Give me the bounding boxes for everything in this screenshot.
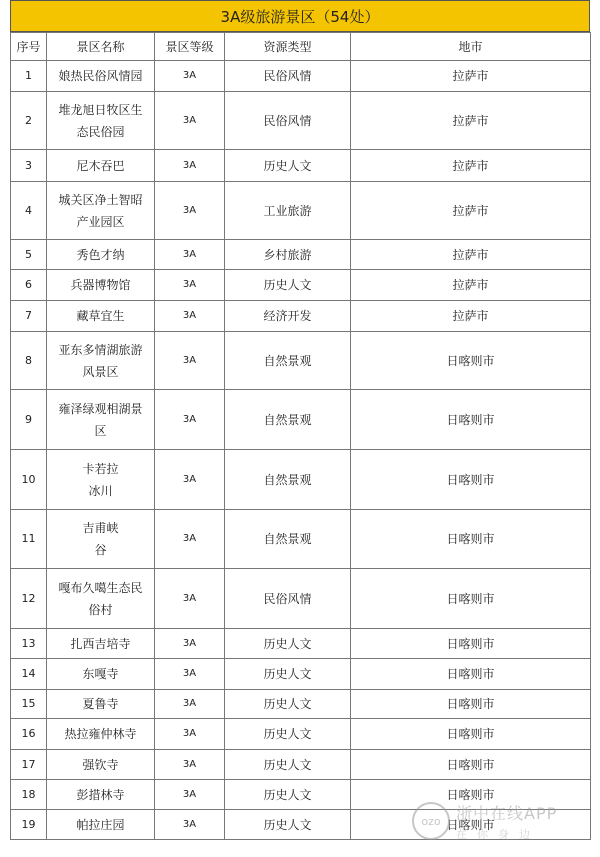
row-name-line: 彭措林寺 xyxy=(76,787,125,802)
row-city: 日喀则市 xyxy=(351,810,591,840)
row-grade: 3A xyxy=(155,92,225,150)
row-grade: 3A xyxy=(155,750,225,780)
row-grade: 3A xyxy=(155,301,225,332)
table-row xyxy=(11,450,591,510)
row-index: 6 xyxy=(11,270,47,301)
row-name-line: 亚东多情湖旅游 xyxy=(58,342,143,357)
row-name xyxy=(47,240,155,270)
row-name xyxy=(47,690,155,719)
row-name-line: 帕拉庄园 xyxy=(76,817,125,832)
row-grade: 3A xyxy=(155,270,225,301)
row-name xyxy=(47,780,155,810)
header-name: 景区名称 xyxy=(47,33,155,61)
row-index: 15 xyxy=(11,690,47,719)
row-grade: 3A xyxy=(155,510,225,569)
watermark-main-text: 浙中在线APP xyxy=(456,803,558,823)
row-name-line: 产业园区 xyxy=(76,214,125,229)
row-type: 自然景观 xyxy=(225,450,351,510)
row-type: 民俗风情 xyxy=(225,92,351,150)
row-index: 9 xyxy=(11,390,47,450)
row-name-line: 雍泽绿观相湖景 xyxy=(58,401,143,416)
row-city: 日喀则市 xyxy=(351,450,591,510)
row-name xyxy=(47,510,155,569)
row-index: 13 xyxy=(11,629,47,659)
row-type: 经济开发 xyxy=(225,301,351,332)
row-index: 8 xyxy=(11,332,47,390)
row-name-line: 兵器博物馆 xyxy=(70,278,131,292)
row-grade: 3A xyxy=(155,569,225,629)
row-name xyxy=(47,810,155,840)
table-row xyxy=(11,390,591,450)
row-city: 日喀则市 xyxy=(351,719,591,750)
row-name-line: 风景区 xyxy=(82,364,119,379)
table-header-row xyxy=(11,33,591,61)
watermark-sub-text: 在你身边 xyxy=(456,827,540,841)
row-index: 7 xyxy=(11,301,47,332)
header-grade: 景区等级 xyxy=(155,33,225,61)
scenic-spot-list xyxy=(10,0,590,840)
app-logo-text: ozo xyxy=(421,814,441,828)
row-name xyxy=(47,150,155,182)
row-type: 自然景观 xyxy=(225,510,351,569)
row-index: 16 xyxy=(11,719,47,750)
row-city: 拉萨市 xyxy=(351,301,591,332)
row-index: 17 xyxy=(11,750,47,780)
row-type: 历史人文 xyxy=(225,629,351,659)
row-grade: 3A xyxy=(155,659,225,690)
table-row xyxy=(11,719,591,750)
row-grade: 3A xyxy=(155,150,225,182)
table-row xyxy=(11,810,591,840)
table-row xyxy=(11,270,591,301)
header-type: 资源类型 xyxy=(225,33,351,61)
table-title-text: 3A级旅游景区（54处） xyxy=(220,7,380,26)
row-grade: 3A xyxy=(155,61,225,92)
row-city: 拉萨市 xyxy=(351,150,591,182)
table-row xyxy=(11,92,591,150)
row-name-line: 藏草宜生 xyxy=(76,309,125,323)
row-index: 19 xyxy=(11,810,47,840)
table-row xyxy=(11,150,591,182)
row-city: 日喀则市 xyxy=(351,510,591,569)
row-city: 日喀则市 xyxy=(351,332,591,390)
row-index: 5 xyxy=(11,240,47,270)
table-row xyxy=(11,569,591,629)
row-name-line: 扎西吉培寺 xyxy=(70,636,131,651)
row-city: 日喀则市 xyxy=(351,390,591,450)
row-type: 历史人文 xyxy=(225,750,351,780)
row-name-line: 冰川 xyxy=(88,483,113,498)
row-city: 日喀则市 xyxy=(351,629,591,659)
row-name-line: 夏鲁寺 xyxy=(82,697,119,711)
table-row xyxy=(11,61,591,92)
row-name-line: 娘热民俗风情园 xyxy=(58,69,143,83)
table-row xyxy=(11,750,591,780)
header-index: 序号 xyxy=(11,33,47,61)
row-name-line: 秀色才纳 xyxy=(76,247,125,262)
row-city: 日喀则市 xyxy=(351,569,591,629)
row-grade: 3A xyxy=(155,240,225,270)
table-row xyxy=(11,182,591,240)
row-name-line: 堆龙旭日牧区生 xyxy=(58,102,143,117)
row-name xyxy=(47,750,155,780)
row-index: 14 xyxy=(11,659,47,690)
row-type: 历史人文 xyxy=(225,150,351,182)
row-type: 历史人文 xyxy=(225,659,351,690)
row-city: 拉萨市 xyxy=(351,240,591,270)
row-name xyxy=(47,390,155,450)
table-row xyxy=(11,332,591,390)
row-city: 日喀则市 xyxy=(351,690,591,719)
row-index: 18 xyxy=(11,780,47,810)
table-row xyxy=(11,780,591,810)
row-name-line: 区 xyxy=(94,423,107,438)
row-name xyxy=(47,182,155,240)
row-grade: 3A xyxy=(155,719,225,750)
row-name xyxy=(47,659,155,690)
row-type: 历史人文 xyxy=(225,270,351,301)
row-name-line: 尼木吞巴 xyxy=(76,158,125,173)
row-type: 历史人文 xyxy=(225,810,351,840)
row-type: 历史人文 xyxy=(225,719,351,750)
row-name-line: 吉甫峡 xyxy=(82,521,119,535)
row-name xyxy=(47,92,155,150)
row-city: 拉萨市 xyxy=(351,61,591,92)
scenic-table xyxy=(10,32,591,840)
row-index: 10 xyxy=(11,450,47,510)
row-name-line: 强钦寺 xyxy=(82,757,119,772)
row-name-line: 卡若拉 xyxy=(82,461,119,476)
row-name-line: 俗村 xyxy=(88,602,113,617)
table-row xyxy=(11,510,591,569)
row-name xyxy=(47,719,155,750)
row-name xyxy=(47,332,155,390)
row-grade: 3A xyxy=(155,690,225,719)
row-name xyxy=(47,301,155,332)
row-grade: 3A xyxy=(155,810,225,840)
row-name xyxy=(47,629,155,659)
row-grade: 3A xyxy=(155,629,225,659)
table-row xyxy=(11,301,591,332)
row-type: 民俗风情 xyxy=(225,61,351,92)
row-name-line: 东嘎寺 xyxy=(82,667,119,681)
row-index: 4 xyxy=(11,182,47,240)
table-row xyxy=(11,240,591,270)
header-city: 地市 xyxy=(351,33,591,61)
row-name xyxy=(47,450,155,510)
row-grade: 3A xyxy=(155,450,225,510)
row-name-line: 嘎布久噶生态民 xyxy=(58,580,143,595)
row-city: 拉萨市 xyxy=(351,182,591,240)
row-type: 自然景观 xyxy=(225,390,351,450)
row-city: 日喀则市 xyxy=(351,659,591,690)
row-name-line: 热拉雍仲林寺 xyxy=(64,727,137,741)
row-name-line: 谷 xyxy=(94,543,107,557)
table-title xyxy=(10,0,590,32)
row-index: 12 xyxy=(11,569,47,629)
row-grade: 3A xyxy=(155,332,225,390)
row-index: 2 xyxy=(11,92,47,150)
row-name-line: 态民俗园 xyxy=(76,124,125,139)
row-name-line: 城关区净土智昭 xyxy=(58,192,143,207)
row-name xyxy=(47,270,155,301)
row-type: 乡村旅游 xyxy=(225,240,351,270)
row-city: 日喀则市 xyxy=(351,750,591,780)
row-index: 1 xyxy=(11,61,47,92)
row-type: 工业旅游 xyxy=(225,182,351,240)
row-type: 民俗风情 xyxy=(225,569,351,629)
row-city: 拉萨市 xyxy=(351,92,591,150)
row-grade: 3A xyxy=(155,780,225,810)
row-name xyxy=(47,61,155,92)
row-name xyxy=(47,569,155,629)
row-type: 自然景观 xyxy=(225,332,351,390)
row-city: 拉萨市 xyxy=(351,270,591,301)
row-type: 历史人文 xyxy=(225,690,351,719)
row-grade: 3A xyxy=(155,182,225,240)
row-city: 日喀则市 xyxy=(351,780,591,810)
table-body xyxy=(11,61,591,840)
row-type: 历史人文 xyxy=(225,780,351,810)
table-row xyxy=(11,659,591,690)
table-row xyxy=(11,690,591,719)
row-index: 11 xyxy=(11,510,47,569)
row-grade: 3A xyxy=(155,390,225,450)
table-row xyxy=(11,629,591,659)
row-index: 3 xyxy=(11,150,47,182)
